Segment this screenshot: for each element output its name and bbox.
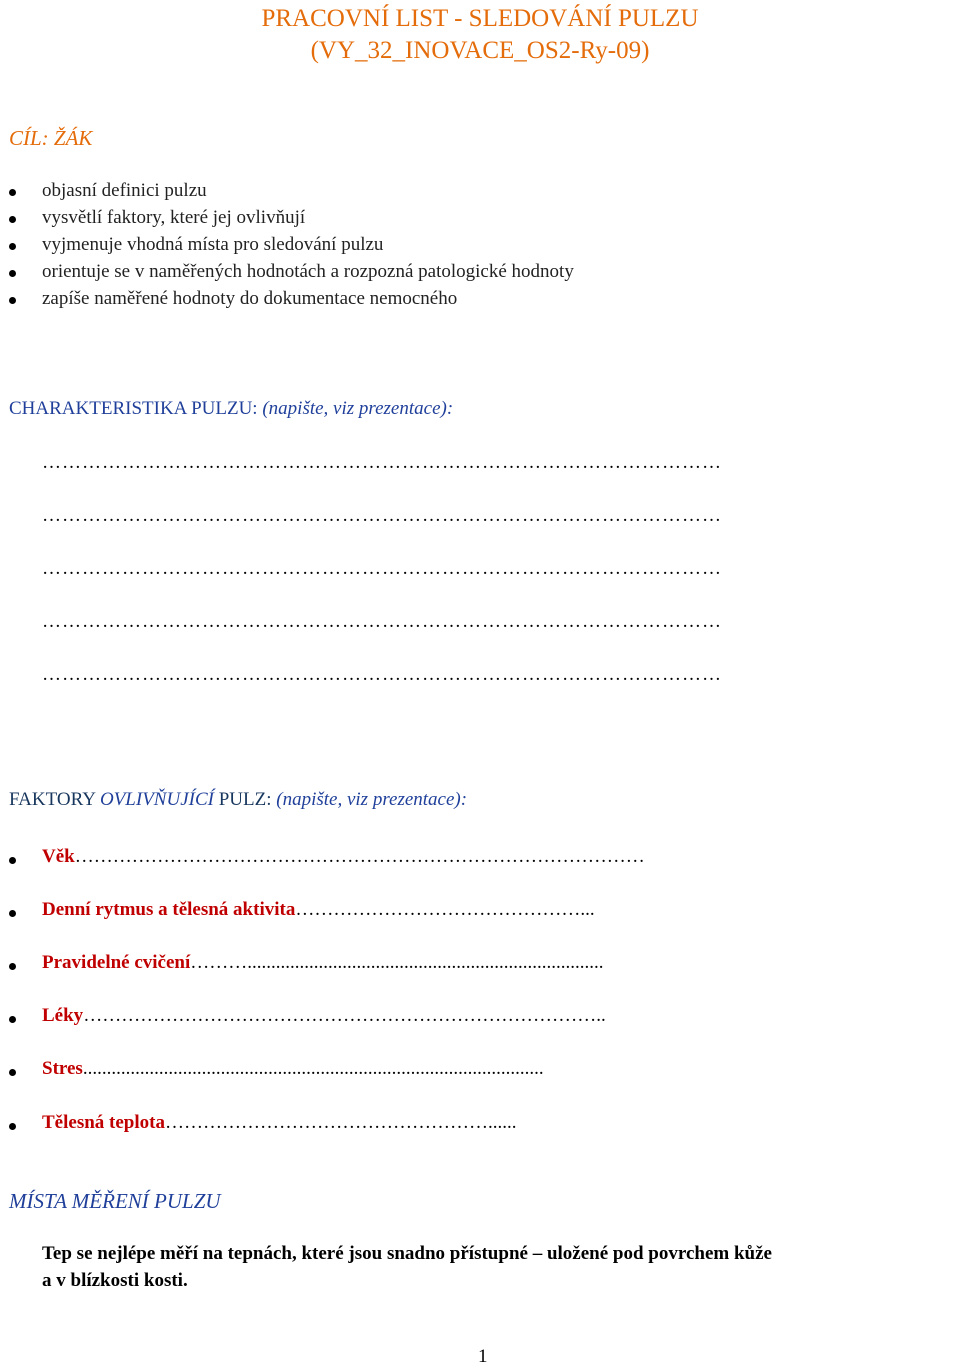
bullet-icon: [9, 1069, 16, 1076]
factor-fill[interactable]: ……………………………………………......: [164, 1112, 517, 1133]
bullet-icon: [9, 243, 16, 250]
goal-heading: CÍL: ŽÁK: [9, 126, 93, 150]
bullet-icon: [9, 189, 16, 196]
answer-line[interactable]: …………………………………………………………………………………………: [42, 505, 722, 526]
answer-line[interactable]: …………………………………………………………………………………………: [42, 611, 722, 632]
factor-label: Tělesná teplota: [42, 1112, 165, 1133]
factor-label: Denní rytmus a tělesná aktivita: [42, 899, 296, 920]
factor-label: Stres: [42, 1058, 83, 1079]
characteristics-hint: (napište, viz prezentace):: [262, 398, 454, 419]
factor-label: Pravidelné cvičení: [42, 952, 191, 973]
title-line-1: PRACOVNÍ LIST - SLEDOVÁNÍ PULZU: [261, 5, 699, 32]
bullet-icon: [9, 216, 16, 223]
bullet-icon: [9, 1016, 16, 1023]
goal-item: zapíše naměřené hodnoty do dokumentace nemocného: [42, 288, 458, 309]
bullet-icon: [9, 270, 16, 277]
bullet-icon: [9, 910, 16, 917]
bullet-icon: [9, 297, 16, 304]
factors-heading-a: FAKTORY: [9, 789, 96, 810]
characteristics-heading: CHARAKTERISTIKA PULZU:: [9, 398, 258, 419]
goal-item: orientuje se v naměřených hodnotách a rozpozná patologické hodnoty: [42, 261, 574, 282]
factor-label: Léky: [42, 1005, 84, 1026]
factors-heading-row: [9, 789, 467, 811]
factor-fill[interactable]: ………………………………………………………………………..: [83, 1005, 606, 1026]
factor-fill[interactable]: ………………………………………………………………………………: [74, 846, 645, 867]
factor-item: [42, 952, 604, 974]
bullet-icon: [9, 1123, 16, 1130]
page-number: 1: [478, 1346, 488, 1367]
factor-item: [42, 899, 595, 921]
bullet-icon: [9, 857, 16, 864]
places-text-line-2: a v blízkosti kosti.: [42, 1270, 188, 1291]
factor-item: [42, 1112, 516, 1134]
factor-fill[interactable]: ………………………………………...: [295, 899, 595, 920]
bullet-icon: [9, 963, 16, 970]
factor-label: Věk: [42, 846, 75, 867]
goal-item: vysvětlí faktory, které jej ovlivňují: [42, 207, 306, 228]
goal-item: vyjmenuje vhodná místa pro sledování pulzu: [42, 234, 384, 255]
answer-line[interactable]: …………………………………………………………………………………………: [42, 558, 722, 579]
factor-fill[interactable]: ………...........................................................................: [190, 952, 604, 973]
answer-line[interactable]: …………………………………………………………………………………………: [42, 664, 722, 685]
answer-line[interactable]: …………………………………………………………………………………………: [42, 452, 722, 473]
places-text-line-1: Tep se nejlépe měří na tepnách, které jsou snadno přístupné – uložené pod povrchem kůže: [42, 1243, 772, 1264]
factor-item: [42, 846, 645, 868]
factor-item: [42, 1005, 606, 1027]
goal-item: objasní definici pulzu: [42, 180, 207, 201]
factor-item: [42, 1058, 544, 1080]
characteristics-heading-row: [9, 398, 453, 420]
title-line-2: (VY_32_INOVACE_OS2-Ry-09): [310, 37, 650, 64]
factors-hint: (napište, viz prezentace):: [276, 789, 468, 810]
factors-heading-c: PULZ:: [218, 789, 272, 810]
factors-heading-b: OVLIVŇUJÍCÍ: [99, 789, 214, 810]
places-heading: MÍSTA MĚŘENÍ PULZU: [9, 1189, 221, 1213]
factor-fill[interactable]: .................................................................................................: [82, 1058, 544, 1079]
